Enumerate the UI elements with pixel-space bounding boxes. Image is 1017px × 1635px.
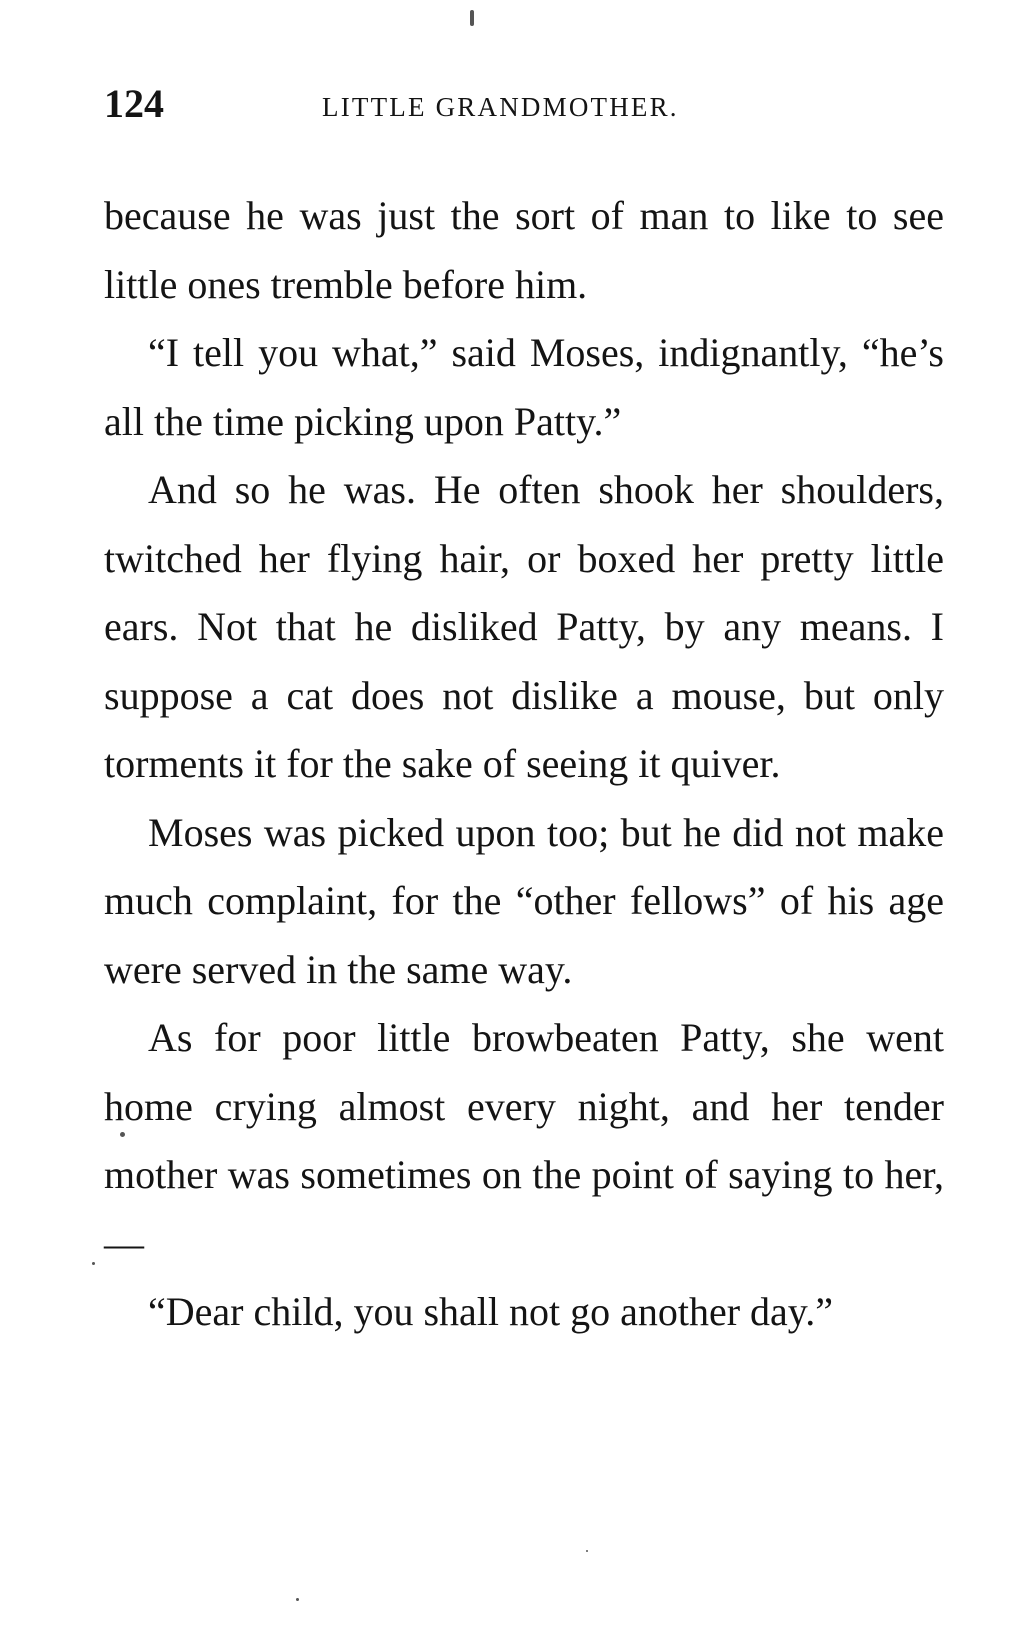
paragraph: As for poor little browbeaten Patty, she went home crying almost every night, and her tender mother was sometimes on the point of saying to her,—	[104, 1015, 944, 1266]
body-text	[104, 182, 944, 1347]
ink-speck	[470, 10, 474, 26]
paragraph: “Dear child, you shall not go another day.”	[148, 1289, 833, 1334]
ink-speck	[92, 1262, 95, 1265]
paragraph: Moses was picked upon too; but he did not make much complaint, for the “other fellows” of his age were served in the same way.	[104, 809, 944, 992]
paragraph: “I tell you what,” said Moses, indignantly, “he’s all the time picking upon Patty.”	[104, 330, 944, 444]
page-header	[104, 80, 944, 130]
ink-speck	[296, 1598, 299, 1601]
paragraph: because he was just the sort of man to like to see little ones tremble before him.	[104, 193, 944, 307]
page-number: 124	[104, 81, 164, 126]
paragraph: And so he was. He often shook her shoulders, twitched her flying hair, or boxed her pretty little ears. Not that he disliked Patty, by any means. I suppose a cat does not dislike a mouse, but only torments it for the sake of seeing it quiver.	[104, 467, 944, 786]
ink-speck	[120, 1132, 125, 1137]
running-title: LITTLE GRANDMOTHER.	[322, 92, 679, 122]
ink-speck	[586, 1550, 588, 1552]
